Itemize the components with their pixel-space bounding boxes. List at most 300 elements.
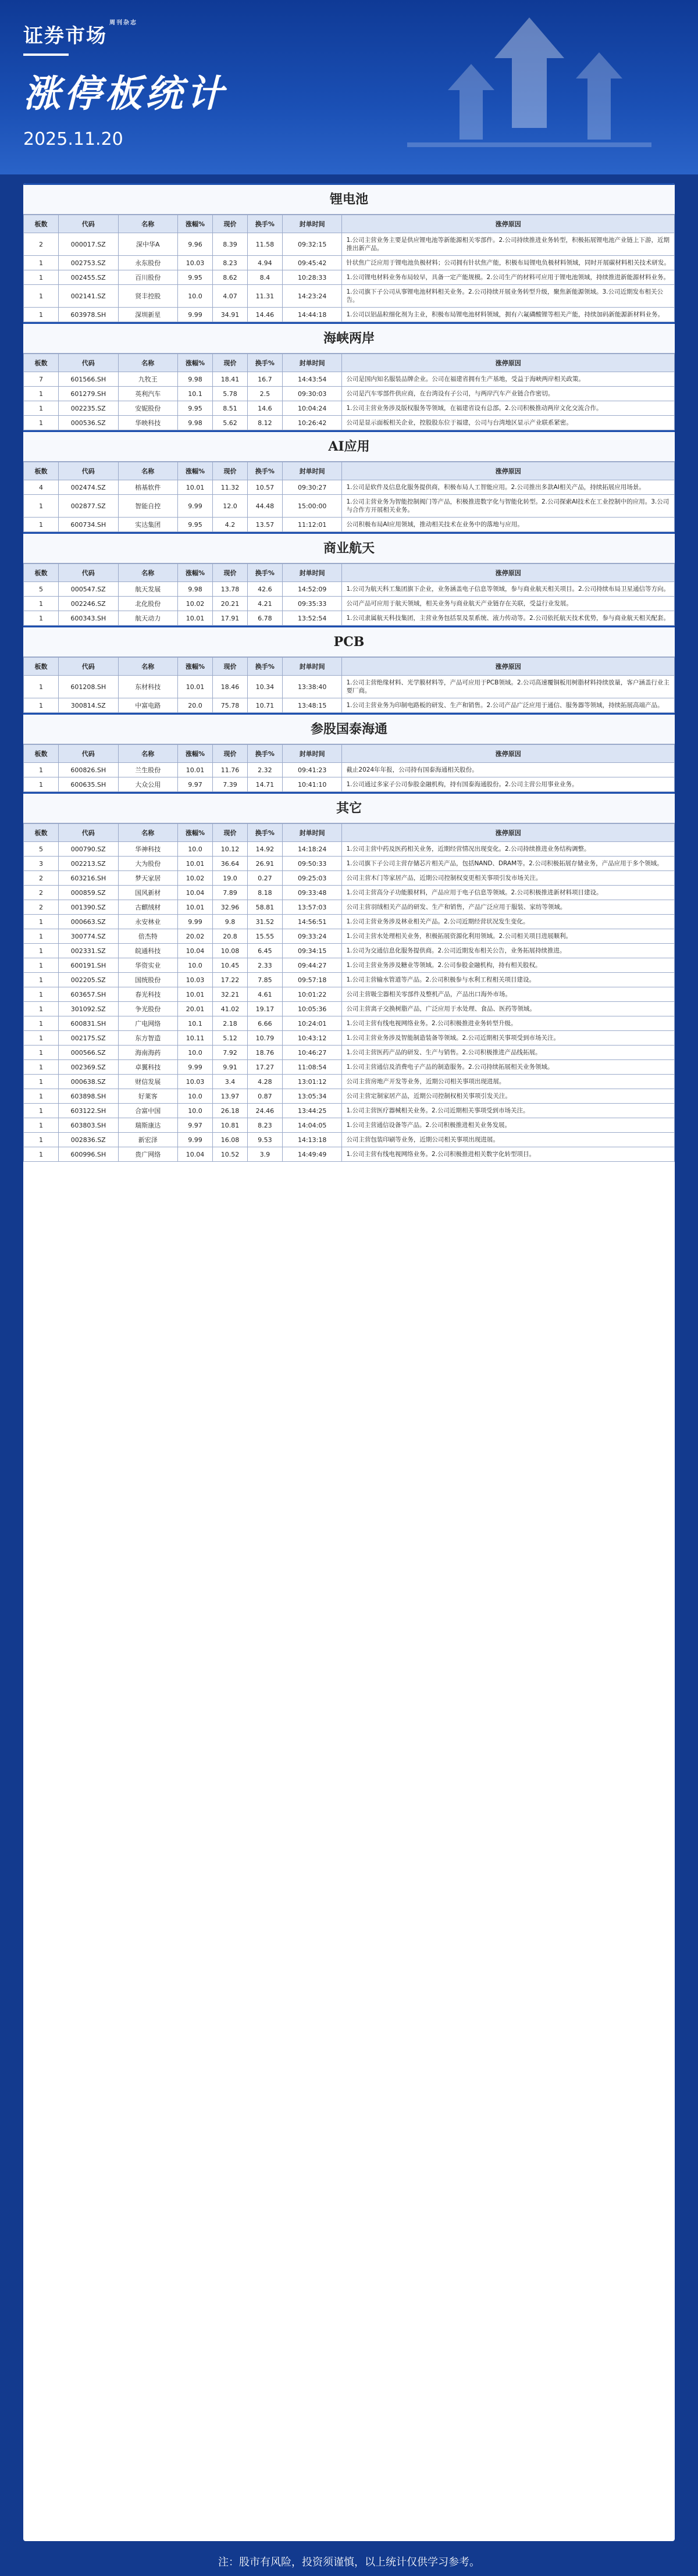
table-cell: 09:50:33 — [282, 857, 342, 871]
column-header: 封单时间 — [282, 824, 342, 842]
table-cell: 1.公司是软件及信息化服务提供商，积极布局人工智能应用。2.公司推出多款AI相关产品，持续拓展应用场景。 — [342, 480, 675, 495]
table-cell: 17.91 — [213, 611, 248, 626]
table-cell: 1 — [24, 597, 59, 611]
table-cell: 600831.SH — [58, 1016, 118, 1031]
table-cell: 5.12 — [213, 1031, 248, 1046]
table-cell: 1 — [24, 1118, 59, 1133]
table-row[interactable] — [24, 944, 675, 958]
table-cell: 皖通科技 — [118, 944, 178, 958]
table-row[interactable] — [24, 987, 675, 1002]
table-row[interactable] — [24, 256, 675, 270]
table-cell: 09:33:24 — [282, 929, 342, 944]
table-cell: 24.46 — [247, 1104, 282, 1118]
table-cell: 10.04 — [178, 886, 213, 900]
brand-sub: 周刊杂志 — [109, 20, 137, 26]
table-row[interactable] — [24, 1016, 675, 1031]
table-cell: 1.公司主营医疗器械相关业务。2.公司近期相关事项受到市场关注。 — [342, 1104, 675, 1118]
table-cell: 1 — [24, 698, 59, 713]
limit-up-table — [23, 215, 675, 322]
table-cell: 公司是国内知名服装品牌企业。公司在福建省拥有生产基地，受益于海峡两岸相关政策。 — [342, 372, 675, 387]
table-cell: 09:35:33 — [282, 597, 342, 611]
table-cell: 8.23 — [247, 1118, 282, 1133]
table-cell: 公司积极布局AI应用领域，推动相关技术在业务中的落地与应用。 — [342, 518, 675, 532]
table-cell: 10.01 — [178, 900, 213, 915]
table-cell: 好莱客 — [118, 1089, 178, 1104]
column-header: 名称 — [118, 462, 178, 480]
column-header: 涨停原因 — [342, 745, 675, 763]
column-header: 涨幅% — [178, 658, 213, 676]
column-header: 封单时间 — [282, 462, 342, 480]
table-cell: 实达集团 — [118, 518, 178, 532]
column-header: 涨幅% — [178, 354, 213, 372]
table-cell: 20.01 — [178, 1002, 213, 1016]
table-cell: 002175.SZ — [58, 1031, 118, 1046]
table-row[interactable] — [24, 372, 675, 387]
column-header: 涨幅% — [178, 462, 213, 480]
table-cell: 2.5 — [247, 387, 282, 401]
table-row[interactable] — [24, 958, 675, 973]
table-cell: 1 — [24, 973, 59, 987]
table-cell: 兰生股份 — [118, 763, 178, 777]
column-header: 封单时间 — [282, 354, 342, 372]
table-cell: 2 — [24, 900, 59, 915]
column-header: 板数 — [24, 564, 59, 582]
table-cell: 2 — [24, 871, 59, 886]
table-cell: 5 — [24, 842, 59, 857]
table-row[interactable] — [24, 308, 675, 322]
table-cell: 42.6 — [247, 582, 282, 597]
table-row[interactable] — [24, 676, 675, 698]
table-cell: 1 — [24, 256, 59, 270]
column-header: 换手% — [247, 215, 282, 233]
table-cell: 国统股份 — [118, 973, 178, 987]
table-cell: 1 — [24, 387, 59, 401]
table-row[interactable] — [24, 698, 675, 713]
table-cell: 75.78 — [213, 698, 248, 713]
table-row[interactable] — [24, 518, 675, 532]
table-cell: 002246.SZ — [58, 597, 118, 611]
table-row[interactable] — [24, 886, 675, 900]
table-cell: 13:48:15 — [282, 698, 342, 713]
table-cell: 9.99 — [178, 1133, 213, 1147]
column-header: 现价 — [213, 564, 248, 582]
table-row[interactable] — [24, 1002, 675, 1016]
table-cell: 5.62 — [213, 416, 248, 430]
table-cell: 002455.SZ — [58, 270, 118, 285]
table-cell: 31.52 — [247, 915, 282, 929]
table-cell: 10.0 — [178, 1089, 213, 1104]
table-cell: 10.0 — [178, 842, 213, 857]
table-cell: 海南海药 — [118, 1046, 178, 1060]
table-cell: 1 — [24, 915, 59, 929]
column-header: 代码 — [58, 215, 118, 233]
table-cell: 深中华A — [118, 233, 178, 256]
table-cell: 2.32 — [247, 763, 282, 777]
table-cell: 9.8 — [213, 915, 248, 929]
column-header: 涨停原因 — [342, 658, 675, 676]
table-cell: 002753.SZ — [58, 256, 118, 270]
table-cell: 7 — [24, 372, 59, 387]
table-cell: 13.57 — [247, 518, 282, 532]
table-cell: 13:44:25 — [282, 1104, 342, 1118]
section-1 — [23, 322, 675, 430]
column-header: 名称 — [118, 745, 178, 763]
table-cell: 东方智造 — [118, 1031, 178, 1046]
table-cell: 000017.SZ — [58, 233, 118, 256]
table-cell: 7.89 — [213, 886, 248, 900]
table-cell: 14:43:54 — [282, 372, 342, 387]
table-row[interactable] — [24, 285, 675, 308]
table-cell: 10.03 — [178, 1075, 213, 1089]
column-header: 名称 — [118, 658, 178, 676]
table-cell: 9.99 — [178, 1060, 213, 1075]
table-cell: 600343.SH — [58, 611, 118, 626]
table-cell: 1.公司主营医药产品的研发、生产与销售。2.公司积极推进产品线拓展。 — [342, 1046, 675, 1060]
table-cell: 13.78 — [213, 582, 248, 597]
table-row[interactable] — [24, 1104, 675, 1118]
table-row[interactable] — [24, 1147, 675, 1162]
table-row[interactable] — [24, 270, 675, 285]
table-cell: 0.27 — [247, 871, 282, 886]
column-header: 换手% — [247, 462, 282, 480]
table-cell: 09:32:15 — [282, 233, 342, 256]
column-header: 代码 — [58, 564, 118, 582]
column-header: 涨停原因 — [342, 824, 675, 842]
table-cell: 10.03 — [178, 256, 213, 270]
table-cell: 1 — [24, 1046, 59, 1060]
table-cell: 10:01:22 — [282, 987, 342, 1002]
column-header: 换手% — [247, 745, 282, 763]
table-cell: 10.04 — [178, 944, 213, 958]
table-cell: 14:44:18 — [282, 308, 342, 322]
table-cell: 13:01:12 — [282, 1075, 342, 1089]
table-cell: 20.02 — [178, 929, 213, 944]
table-cell: 09:33:48 — [282, 886, 342, 900]
table-row[interactable] — [24, 857, 675, 871]
table-cell: 瑞斯康达 — [118, 1118, 178, 1133]
table-cell: 1 — [24, 1133, 59, 1147]
table-row[interactable] — [24, 763, 675, 777]
table-cell: 1.公司主营有线电视网络业务。2.公司积极推进业务转型升级。 — [342, 1016, 675, 1031]
table-cell: 春光科技 — [118, 987, 178, 1002]
table-cell: 13:05:34 — [282, 1089, 342, 1104]
table-cell: 1 — [24, 1075, 59, 1089]
table-cell: 财信发展 — [118, 1075, 178, 1089]
table-cell: 603803.SH — [58, 1118, 118, 1133]
column-header: 板数 — [24, 462, 59, 480]
table-cell: 航天动力 — [118, 611, 178, 626]
table-cell: 1 — [24, 1089, 59, 1104]
section-title: PCB — [23, 626, 675, 657]
table-cell: 11:08:54 — [282, 1060, 342, 1075]
table-cell: 11.31 — [247, 285, 282, 308]
table-cell: 1 — [24, 987, 59, 1002]
table-cell: 榕基软件 — [118, 480, 178, 495]
table-cell: 10.08 — [213, 944, 248, 958]
table-cell: 600826.SH — [58, 763, 118, 777]
table-cell: 1.公司主营通信及消费电子产品的制造服务。2.公司持续拓展相关业务领域。 — [342, 1060, 675, 1075]
table-cell: 603122.SH — [58, 1104, 118, 1118]
table-cell: 9.53 — [247, 1133, 282, 1147]
table-cell: 1.公司主营业务涉及智能制造装备等领域。2.公司近期相关事项受到市场关注。 — [342, 1031, 675, 1046]
section-title: 海峡两岸 — [23, 322, 675, 354]
table-cell: 9.98 — [178, 372, 213, 387]
table-cell: 16.7 — [247, 372, 282, 387]
table-cell: 公司主营包装印刷等业务，近期公司相关事项出现进展。 — [342, 1133, 675, 1147]
table-cell: 601208.SH — [58, 676, 118, 698]
table-cell: 公司主营房地产开发等业务，近期公司相关事项出现进展。 — [342, 1075, 675, 1089]
table-cell: 公司是汽车零部件供应商，在台湾设有子公司，与两岸汽车产业链合作密切。 — [342, 387, 675, 401]
table-cell: 1.公司主营业务为印制电路板的研发、生产和销售。2.公司产品广泛应用于通信、服务器等领域，持续拓展高端产品。 — [342, 698, 675, 713]
limit-up-table — [23, 354, 675, 430]
table-cell: 09:44:27 — [282, 958, 342, 973]
table-cell: 1.公司为交通信息化服务提供商。2.公司近期发布相关公告，业务拓展持续推进。 — [342, 944, 675, 958]
table-cell: 华映科技 — [118, 416, 178, 430]
table-row[interactable] — [24, 973, 675, 987]
column-header: 板数 — [24, 658, 59, 676]
table-cell: 000859.SZ — [58, 886, 118, 900]
table-cell: 1 — [24, 944, 59, 958]
column-header: 涨停原因 — [342, 215, 675, 233]
table-cell: 广电网络 — [118, 1016, 178, 1031]
table-cell: 600635.SH — [58, 777, 118, 792]
table-cell: 10.01 — [178, 987, 213, 1002]
column-header: 涨幅% — [178, 824, 213, 842]
table-cell: 4 — [24, 480, 59, 495]
brand-logo — [23, 20, 137, 48]
table-cell: 10:43:12 — [282, 1031, 342, 1046]
table-cell: 14.46 — [247, 308, 282, 322]
table-cell: 6.66 — [247, 1016, 282, 1031]
table-cell: 603657.SH — [58, 987, 118, 1002]
section-2 — [23, 430, 675, 532]
table-cell: 1 — [24, 285, 59, 308]
table-cell: 10.02 — [178, 597, 213, 611]
table-cell: 东材科技 — [118, 676, 178, 698]
table-cell: 截止2024年年报，公司持有国泰海通相关股份。 — [342, 763, 675, 777]
table-cell: 002474.SZ — [58, 480, 118, 495]
column-header: 名称 — [118, 564, 178, 582]
table-row[interactable] — [24, 480, 675, 495]
table-cell: 3.9 — [247, 1147, 282, 1162]
section-title: 商业航天 — [23, 532, 675, 563]
table-cell: 002141.SZ — [58, 285, 118, 308]
content-card — [23, 183, 675, 2541]
table-cell: 9.96 — [178, 233, 213, 256]
table-cell: 19.0 — [213, 871, 248, 886]
table-cell: 000536.SZ — [58, 416, 118, 430]
table-row[interactable] — [24, 387, 675, 401]
column-header: 代码 — [58, 462, 118, 480]
table-cell: 32.21 — [213, 987, 248, 1002]
column-header: 封单时间 — [282, 215, 342, 233]
table-cell: 10.0 — [178, 1046, 213, 1060]
table-cell: 安妮股份 — [118, 401, 178, 416]
table-cell: 14:18:24 — [282, 842, 342, 857]
column-header: 代码 — [58, 745, 118, 763]
column-header: 现价 — [213, 745, 248, 763]
table-cell: 9.99 — [178, 915, 213, 929]
table-cell: 15:00:00 — [282, 495, 342, 518]
table-cell: 18.76 — [247, 1046, 282, 1060]
table-cell: 002213.SZ — [58, 857, 118, 871]
table-cell: 1.公司主营输水管道等产品。2.公司积极参与水利工程相关项目建设。 — [342, 973, 675, 987]
table-cell: 1.公司旗下子公司从事锂电池材料相关业务。2.公司持续开展业务转型升级，聚焦新能源领域。3.公司近期发布相关公告。 — [342, 285, 675, 308]
table-row[interactable] — [24, 1089, 675, 1104]
table-cell: 09:34:15 — [282, 944, 342, 958]
table-row[interactable] — [24, 929, 675, 944]
table-cell: 1 — [24, 308, 59, 322]
table-cell: 10.34 — [247, 676, 282, 698]
table-cell: 002331.SZ — [58, 944, 118, 958]
column-header: 板数 — [24, 745, 59, 763]
column-header: 涨幅% — [178, 745, 213, 763]
table-row[interactable] — [24, 1046, 675, 1060]
table-cell: 大为股份 — [118, 857, 178, 871]
table-cell: 8.39 — [213, 233, 248, 256]
table-cell: 10.01 — [178, 857, 213, 871]
table-cell: 603898.SH — [58, 1089, 118, 1104]
table-cell: 2.18 — [213, 1016, 248, 1031]
table-cell: 9.99 — [178, 495, 213, 518]
table-row[interactable] — [24, 842, 675, 857]
table-cell: 7.85 — [247, 973, 282, 987]
column-header: 现价 — [213, 354, 248, 372]
table-cell: 10.79 — [247, 1031, 282, 1046]
table-cell: 14.6 — [247, 401, 282, 416]
table-cell: 10.0 — [178, 285, 213, 308]
table-cell: 4.28 — [247, 1075, 282, 1089]
page-title: 涨停板统计 — [23, 73, 227, 116]
table-cell: 公司是显示面板相关企业，控股股东位于福建，公司与台湾地区显示产业联系紧密。 — [342, 416, 675, 430]
table-cell: 10.0 — [178, 1104, 213, 1118]
table-row[interactable] — [24, 416, 675, 430]
column-header: 名称 — [118, 215, 178, 233]
table-row[interactable] — [24, 871, 675, 886]
table-cell: 000547.SZ — [58, 582, 118, 597]
limit-up-table — [23, 462, 675, 532]
table-cell: 10.1 — [178, 387, 213, 401]
table-cell: 600191.SH — [58, 958, 118, 973]
table-cell: 10.11 — [178, 1031, 213, 1046]
table-cell: 2 — [24, 233, 59, 256]
column-header: 封单时间 — [282, 658, 342, 676]
table-cell: 1 — [24, 495, 59, 518]
column-header: 换手% — [247, 354, 282, 372]
table-cell: 1 — [24, 676, 59, 698]
table-cell: 1.公司以铝晶粒细化剂为主业，积极布局锂电池材料领域，拥有六氟磷酸锂等相关产能，持续加码新能源新材料业务。 — [342, 308, 675, 322]
table-cell: 10.01 — [178, 676, 213, 698]
table-cell: 10.52 — [213, 1147, 248, 1162]
report-date: 2025.11.20 — [23, 129, 123, 149]
table-cell: 09:25:03 — [282, 871, 342, 886]
section-title: 锂电池 — [23, 183, 675, 215]
table-cell: 1 — [24, 929, 59, 944]
table-cell: 17.22 — [213, 973, 248, 987]
table-cell: 1 — [24, 611, 59, 626]
table-cell: 34.91 — [213, 308, 248, 322]
table-cell: 航天发展 — [118, 582, 178, 597]
table-cell: 09:57:18 — [282, 973, 342, 987]
table-cell: 1 — [24, 958, 59, 973]
table-cell: 9.97 — [178, 1118, 213, 1133]
table-cell: 5 — [24, 582, 59, 597]
table-row[interactable] — [24, 1075, 675, 1089]
table-cell: 14:52:09 — [282, 582, 342, 597]
table-row[interactable] — [24, 233, 675, 256]
section-3 — [23, 532, 675, 626]
table-row[interactable] — [24, 900, 675, 915]
table-cell: 智能自控 — [118, 495, 178, 518]
table-row[interactable] — [24, 1118, 675, 1133]
table-cell: 10.57 — [247, 480, 282, 495]
table-cell: 000566.SZ — [58, 1046, 118, 1060]
table-row[interactable] — [24, 401, 675, 416]
column-header: 涨停原因 — [342, 462, 675, 480]
table-cell: 4.21 — [247, 597, 282, 611]
table-cell: 14:49:49 — [282, 1147, 342, 1162]
section-6 — [23, 792, 675, 1162]
section-title: 参股国泰海通 — [23, 713, 675, 744]
table-cell: 20.8 — [213, 929, 248, 944]
table-cell: 300814.SZ — [58, 698, 118, 713]
column-header: 涨幅% — [178, 215, 213, 233]
column-header: 封单时间 — [282, 745, 342, 763]
table-cell: 国风新材 — [118, 886, 178, 900]
table-cell: 争光股份 — [118, 1002, 178, 1016]
table-cell: 09:30:27 — [282, 480, 342, 495]
table-cell: 26.91 — [247, 857, 282, 871]
table-row[interactable] — [24, 1060, 675, 1075]
table-row[interactable] — [24, 495, 675, 518]
table-cell: 永东股份 — [118, 256, 178, 270]
table-row[interactable] — [24, 1031, 675, 1046]
limit-up-table — [23, 744, 675, 792]
table-cell: 公司主营定制家居产品，近期公司控制权相关事项引发关注。 — [342, 1089, 675, 1104]
table-cell: 8.18 — [247, 886, 282, 900]
table-row[interactable] — [24, 915, 675, 929]
table-row[interactable] — [24, 597, 675, 611]
table-cell: 1.公司主营绝缘材料、光学膜材料等，产品可应用于PCB领域。2.公司高速覆铜板用树脂材料持续放量，客户涵盖行业主要厂商。 — [342, 676, 675, 698]
table-cell: 1.公司主营中药及医药相关业务，近期经营情况出现变化。2.公司持续推进业务结构调整。 — [342, 842, 675, 857]
table-cell: 1.公司主营水处理相关业务，积极拓展资源化利用领域。2.公司相关项目进展顺利。 — [342, 929, 675, 944]
table-cell: 1 — [24, 1016, 59, 1031]
footer-disclaimer: 注：股市有风险，投资须谨慎，以上统计仅供学习参考。 — [218, 2556, 480, 2568]
table-cell: 1 — [24, 416, 59, 430]
column-header: 代码 — [58, 354, 118, 372]
table-row[interactable] — [24, 582, 675, 597]
table-cell: 中富电路 — [118, 698, 178, 713]
table-row[interactable] — [24, 611, 675, 626]
table-cell: 1 — [24, 518, 59, 532]
table-cell: 11:12:01 — [282, 518, 342, 532]
table-cell: 1.公司为航天科工集团旗下企业，业务涵盖电子信息等领域，参与商业航天相关项目。2.公司持续布局卫星通信等方向。 — [342, 582, 675, 597]
table-cell: 1 — [24, 1002, 59, 1016]
table-cell: 10.02 — [178, 871, 213, 886]
table-row[interactable] — [24, 777, 675, 792]
column-header: 现价 — [213, 658, 248, 676]
table-cell: 合富中国 — [118, 1104, 178, 1118]
table-cell: 10.01 — [178, 480, 213, 495]
section-5 — [23, 713, 675, 792]
column-header: 涨停原因 — [342, 354, 675, 372]
table-cell: 15.55 — [247, 929, 282, 944]
table-cell: 6.45 — [247, 944, 282, 958]
table-cell: 3.4 — [213, 1075, 248, 1089]
table-row[interactable] — [24, 1133, 675, 1147]
table-cell: 000663.SZ — [58, 915, 118, 929]
column-header: 名称 — [118, 354, 178, 372]
